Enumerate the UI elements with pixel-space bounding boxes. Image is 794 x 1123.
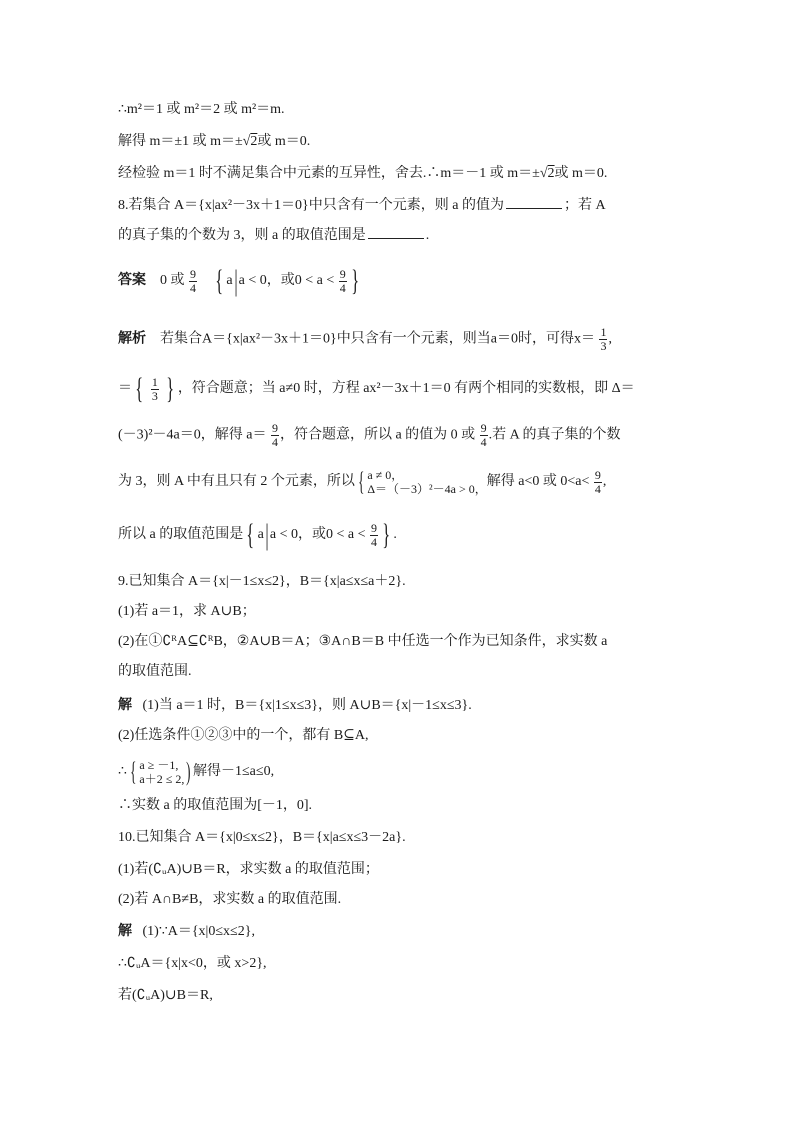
denominator: 4 xyxy=(339,280,346,295)
solution-10-line3: 若(∁ᵤA)∪B＝R, xyxy=(118,988,213,1003)
fraction-9-4 xyxy=(370,522,378,549)
text: 或 m＝0. xyxy=(257,134,311,149)
text: (1)∵A＝{x|0≤x≤2}, xyxy=(142,924,255,939)
denominator: 4 xyxy=(190,280,196,295)
text: ，符合题意；当 a≠0 时，方程 ax²－3x＋1＝0 有两个相同的实数根，即 Δ＝ xyxy=(177,381,635,397)
denominator: 4 xyxy=(594,481,601,496)
text: 或 m＝0. xyxy=(554,166,608,181)
analysis-line2: ＝ { $\frac{1}{3}$ } ，符合题意；当 a≠0 时，方程 ax²－3x＋1＝0 有两个相同的实数根，即 Δ＝ xyxy=(118,372,635,405)
denominator: 3 xyxy=(600,339,607,353)
system-row: a ≥ －1, xyxy=(139,758,179,772)
denominator: 4 xyxy=(370,534,377,549)
text: 解得 a<0 或 0<a< xyxy=(486,474,590,490)
text: (－3)²－4a＝0，解得 a＝ xyxy=(118,427,267,443)
fraction-9-4 xyxy=(189,268,197,295)
right-brace: ) xyxy=(186,757,191,786)
text: , xyxy=(602,474,607,490)
fraction-1-3 xyxy=(599,326,607,353)
numerator: 9 xyxy=(339,266,346,281)
right-brace: } xyxy=(351,264,359,297)
question-9-part2: (2)在①∁ᴿA⊆∁ᴿB，②A∪B＝A；③A∩B＝B 中任选一个作为已知条件，求实数 a xyxy=(118,634,608,649)
left-brace: { xyxy=(135,372,144,405)
sqrt-symbol: √ xyxy=(242,134,251,149)
solution-10-line2: ∴∁ᵤA＝{x|x<0，或 x>2}, xyxy=(118,956,267,971)
left-brace: { xyxy=(215,264,224,297)
question-8-line1 xyxy=(118,196,606,216)
right-brace: } xyxy=(166,372,175,405)
solution-label: 解 xyxy=(118,698,132,713)
fraction-1-3 xyxy=(151,376,159,403)
sqrt-value: 2 xyxy=(547,166,555,181)
fraction-9-4 xyxy=(594,469,602,496)
question-9: 9.已知集合 A＝{x|－1≤x≤2}，B＝{x|a≤x≤a＋2}. xyxy=(118,574,406,589)
line-m-squared: ∴m²＝1 或 m²＝2 或 m²＝m. xyxy=(118,102,285,117)
analysis-line4 xyxy=(118,468,606,496)
left-brace: { xyxy=(130,757,137,786)
analysis-line3 xyxy=(118,422,621,449)
sqrt-symbol: √ xyxy=(539,166,548,181)
solution-9-line4: ∴实数 a 的取值范围为[－1，0]. xyxy=(118,798,313,813)
text: a < 0，或0 < a < xyxy=(238,273,335,289)
question-9-part1: (1)若 a＝1，求 A∪B； xyxy=(118,604,256,619)
text: a xyxy=(226,273,233,289)
text: . xyxy=(425,228,430,243)
denominator: 3 xyxy=(151,388,158,403)
text: . xyxy=(393,527,397,543)
numerator: 9 xyxy=(480,421,487,435)
numerator: 9 xyxy=(594,467,601,482)
numerator: 1 xyxy=(600,325,607,339)
line-check xyxy=(118,164,607,184)
left-brace: { xyxy=(357,467,365,496)
question-8-line2 xyxy=(118,226,429,246)
text: a xyxy=(257,527,264,543)
text: 所以 a 的取值范围是 xyxy=(118,527,244,543)
equation-system xyxy=(367,468,486,496)
bar: | xyxy=(265,518,269,551)
fraction-9-4 xyxy=(339,268,347,295)
solution-9-line1 xyxy=(118,696,472,716)
numerator: 9 xyxy=(190,266,196,281)
left-brace: { xyxy=(246,518,255,551)
system-row: Δ＝（－3）²－4a > 0， xyxy=(367,482,487,496)
text: 经检验 m＝1 时不满足集合中元素的互异性，舍去.∴m＝－1 或 m＝± xyxy=(118,166,540,181)
numerator: 9 xyxy=(370,520,377,535)
fraction-9-4 xyxy=(480,422,488,449)
solution-9-line2: (2)任选条件①②③中的一个，都有 B⊆A, xyxy=(118,728,369,743)
equation-system xyxy=(139,758,184,786)
text: 8.若集合 A＝{x|ax²－3x＋1＝0}中只含有一个元素，则 a 的值为 xyxy=(118,198,504,213)
solution-label: 解 xyxy=(118,924,132,939)
question-10: 10.已知集合 A＝{x|0≤x≤2}，B＝{x|a≤x≤3－2a}. xyxy=(118,830,406,845)
text: ；若 A xyxy=(563,198,606,213)
numerator: 1 xyxy=(151,374,158,389)
denominator: 4 xyxy=(480,435,487,449)
denominator: 4 xyxy=(271,435,278,449)
text: 0 或 xyxy=(160,273,185,289)
system-row: a＋2 ≤ 2, xyxy=(139,772,185,786)
numerator: 9 xyxy=(271,421,278,435)
answer-blank xyxy=(506,196,562,209)
question-10-part1: (1)若(∁ᵤA)∪B＝R，求实数 a 的取值范围； xyxy=(118,862,379,877)
text: 的真子集的个数为 3，则 a 的取值范围是 xyxy=(118,228,366,243)
analysis-label: 解析 xyxy=(118,331,146,347)
sqrt-value: 2 xyxy=(250,134,258,149)
solution-9-line3 xyxy=(118,758,274,786)
analysis-line1: 解析 若集合A＝{x|ax²－3x＋1＝0}中只含有一个元素，则当a＝0时，可得x＝ $\frac{1}{3}$ , xyxy=(118,325,612,353)
solution-10-line1 xyxy=(118,922,255,942)
text: 解得－1≤a≤0, xyxy=(193,764,275,780)
text: 解得 m＝±1 或 m＝± xyxy=(118,134,243,149)
answer-line xyxy=(118,266,362,296)
text: ，符合题意，所以 a 的值为 0 或 xyxy=(279,427,476,443)
question-10-part2: (2)若 A∩B≠B，求实数 a 的取值范围. xyxy=(118,892,342,907)
text: 若集合A＝{x|ax²－3x＋1＝0}中只含有一个元素，则当a＝0时，可得x＝ xyxy=(160,331,595,347)
text: .若 A 的真子集的个数 xyxy=(488,427,621,443)
text: a < 0，或0 < a < xyxy=(269,527,366,543)
right-brace: } xyxy=(382,518,391,551)
answer-blank xyxy=(368,226,424,239)
text: (1)当 a＝1 时，B＝{x|1≤x≤3}，则 A∪B＝{x|－1≤x≤3}. xyxy=(142,698,472,713)
analysis-line5 xyxy=(118,520,397,550)
question-9-part2-cont: 的取值范围. xyxy=(118,664,192,679)
bar: | xyxy=(233,264,238,297)
line-solve-m xyxy=(118,132,310,152)
text: 为 3，则 A 中有且只有 2 个元素，所以 xyxy=(118,474,355,490)
answer-label: 答案 xyxy=(118,273,146,289)
system-row: a ≠ 0， xyxy=(367,468,404,482)
fraction-9-4 xyxy=(271,422,279,449)
text: ∴ xyxy=(118,764,127,780)
